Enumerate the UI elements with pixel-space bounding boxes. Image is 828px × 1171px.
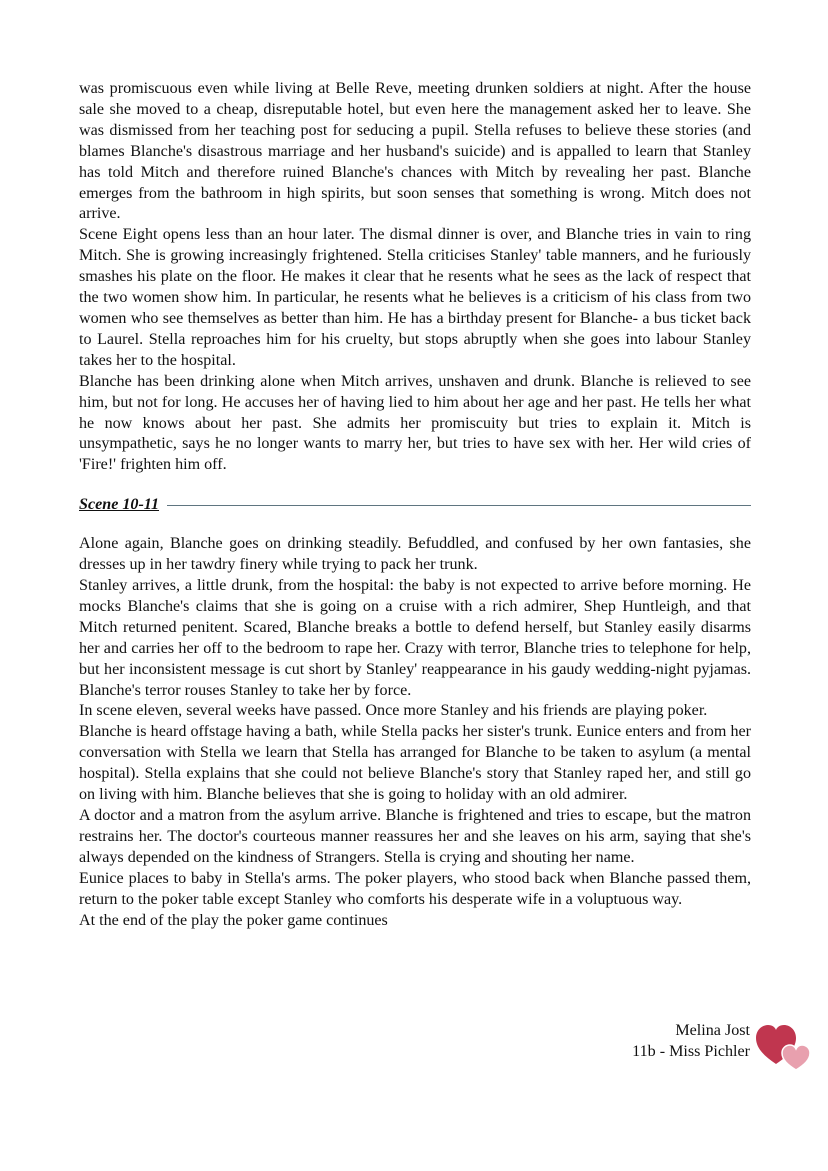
- section-title: Scene 10-11: [79, 496, 160, 514]
- hearts-icon: [754, 1020, 814, 1072]
- paragraph: At the end of the play the poker game continues: [79, 911, 388, 929]
- author-name: Melina Jost: [675, 1022, 750, 1039]
- paragraph: Eunice places to baby in Stella's arms. The poker players, who stood back when Blanche passed them, return to the poker table except Stanley who comforts his desperate wife in a voluptuous way.: [79, 869, 751, 908]
- small-heart-shape: [782, 1045, 810, 1070]
- paragraph: Stanley arrives, a little drunk, from the hospital: the baby is not expected to arrive before morning. He mocks Blanche's claims that she is going on a cruise with a rich admirer, Shep Huntleigh, and that Mitch returned penitent. Scared, Blanche breaks a bottle to defend herself, but Stanley easily disarms her and carries her off to the bedroom to rape her. Crazy with terror, Blanche tries to telephone for help, but her inconsistent message is cut short by Stanley' reappearance in his gaudy wedding-night pyjamas. Blanche's terror rouses Stanley to take her by force.: [79, 577, 751, 699]
- document-body: [79, 79, 751, 931]
- paragraph: Alone again, Blanche goes on drinking steadily. Befuddled, and confused by her own fantasies, she dresses up in her tawdry finery while trying to pack her trunk.: [79, 535, 751, 574]
- paragraph: Blanche has been drinking alone when Mitch arrives, unshaven and drunk. Blanche is relieved to see him, but not for long. He accuses her of having lied to him about her age and her past. He tells her what he now knows about her past. She admits her promiscuity but tries to explain it. Mitch is unsympathetic, says he no longer wants to marry her, but tries to have sex with her. Her wild cries of 'Fire!' frighten him off.: [79, 372, 751, 474]
- paragraph: Blanche is heard offstage having a bath, while Stella packs her sister's trunk. Eunice enters and from her conversation with Stella we learn that Stella has arranged for Blanche to be taken to asylum (a mental hospital). Stella explains that she could not believe Blanche's story that Stanley raped her, and still go on living with him. Blanche believes that she is going to holiday with an old admirer.: [79, 723, 751, 804]
- paragraph: In scene eleven, several weeks have passed. Once more Stanley and his friends are playing poker.: [79, 702, 708, 720]
- signature-block: [632, 1020, 750, 1062]
- paragraph: was promiscuous even while living at Belle Reve, meeting drunken soldiers at night. After the house sale she moved to a cheap, disreputable hotel, but even here the management asked her to leave. She was dismissed from her teaching post for seducing a pupil. Stella refuses to believe these stories (and blames Blanche's disastrous marriage and her husband's suicide) and is appalled to learn that Stanley has told Mitch and therefore ruined Blanche's chances with Mitch by revealing her past. Blanche emerges from the bathroom in high spirits, but soon senses that something is wrong. Mitch does not arrive.: [79, 80, 751, 223]
- section-divider: [167, 505, 751, 506]
- author-class: 11b - Miss Pichler: [632, 1043, 750, 1060]
- paragraph: Scene Eight opens less than an hour later. The dismal dinner is over, and Blanche tries in vain to ring Mitch. She is growing increasingly frightened. Stella criticises Stanley' table manners, and he furiously smashes his plate on the floor. He makes it clear that he resents what he sees as the lack of respect that the two women show him. In particular, he resents what he believes is a criticism of his class from two women who see themselves as better than him. He has a birthday present for Blanche- a bus ticket back to Laurel. Stella reproaches him for his cruelty, but stops abruptly when she goes into labour Stanley takes her to the hospital.: [79, 226, 751, 369]
- section-heading: [79, 494, 751, 516]
- paragraph: A doctor and a matron from the asylum arrive. Blanche is frightened and tries to escape, but the matron restrains her. The doctor's courteous manner reassures her and she leaves on his arm, saying that she's always depended on the kindness of Strangers. Stella is crying and shouting her name.: [79, 807, 751, 866]
